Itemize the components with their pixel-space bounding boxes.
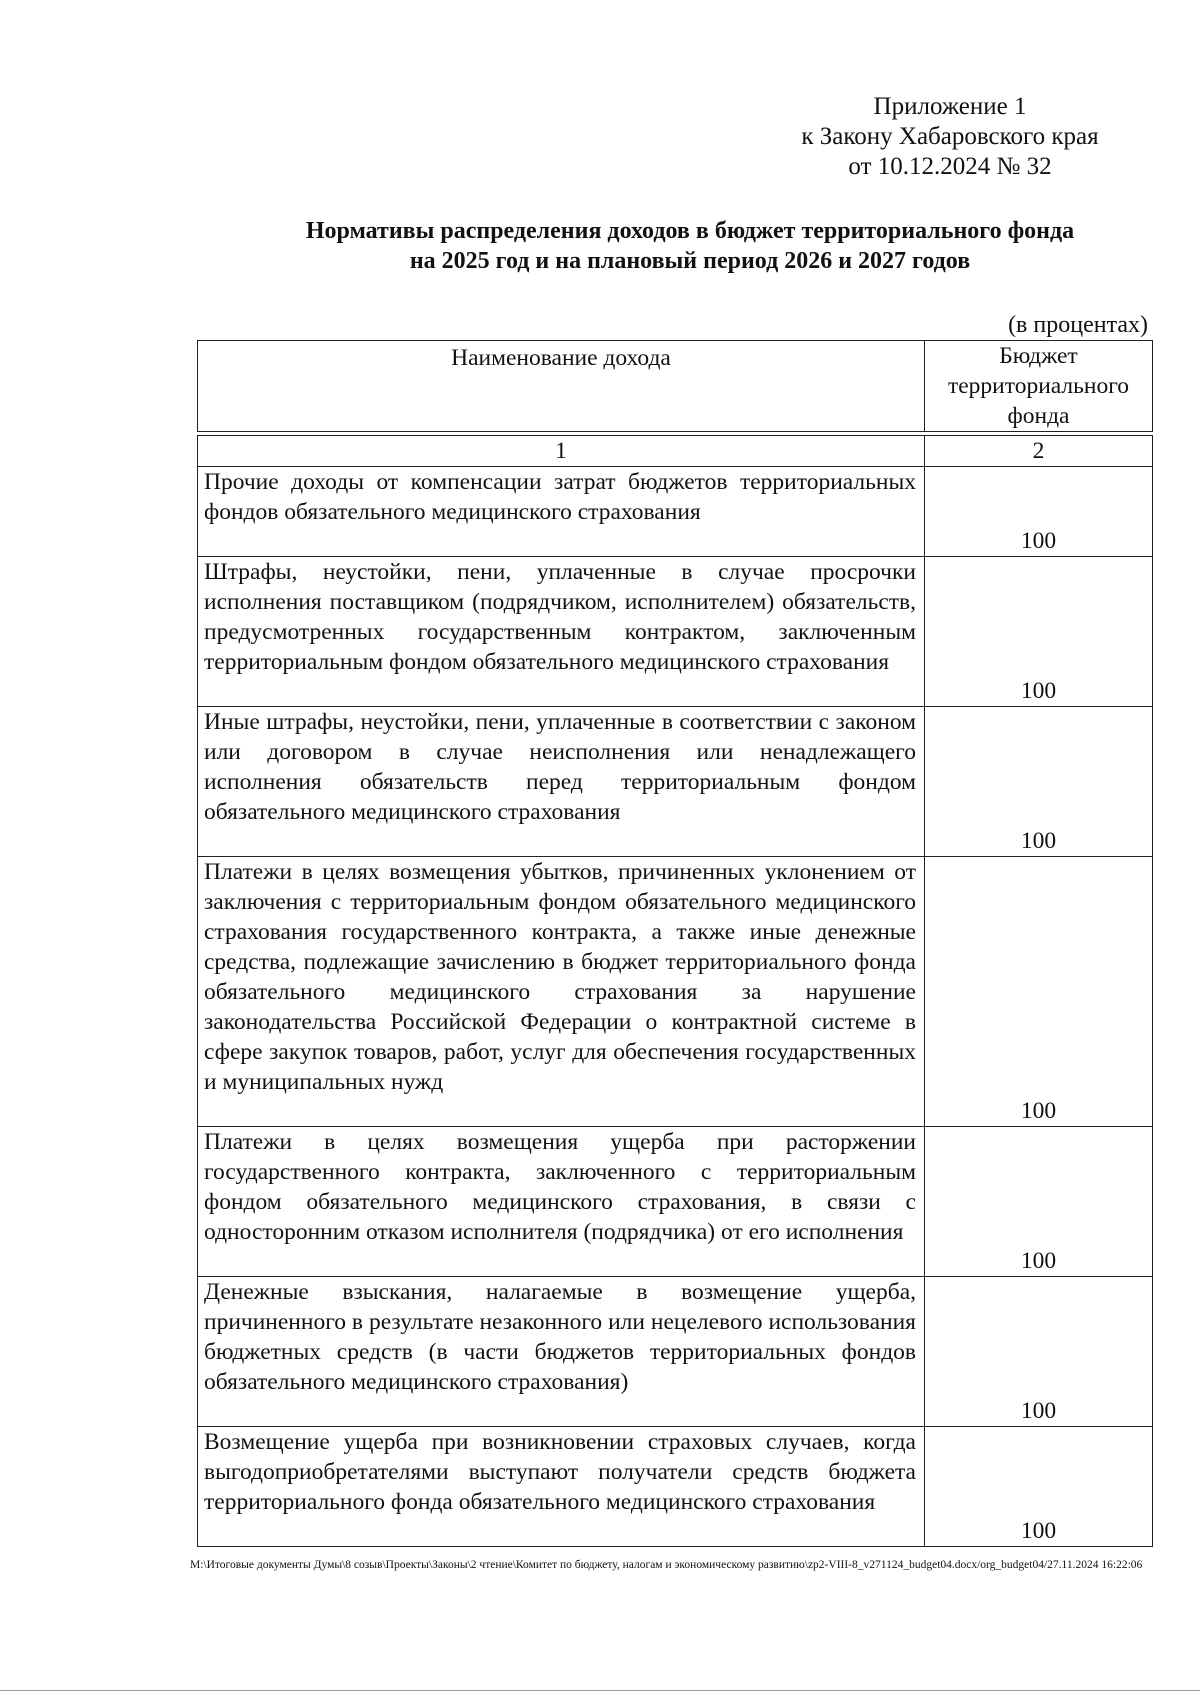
table-row [198, 1277, 1153, 1427]
table-row [198, 1127, 1153, 1277]
appendix-line-3: от 10.12.2024 № 32 [848, 153, 1052, 180]
income-name: Платежи в целях возмещения убытков, причиненных уклонением от заключения с территориальным фондом обязательного медицинского страхования государственного контракта, а также иные денежные средства, подлежащие зачислению в бюджет территориального фонда обязательного медицинского страхования за нарушение законодательства Российской Федерации о контрактной системе в сфере закупок товаров, работ, услуг для обеспечения государственных и муниципальных нужд [198, 857, 925, 1127]
table-row [198, 467, 1153, 557]
table-row [198, 707, 1153, 857]
income-rate: 100 [925, 1277, 1153, 1427]
page-bottom-rule [0, 1690, 1200, 1691]
column-number-2: 2 [925, 436, 1153, 467]
header-budget-line-3: фонда [1007, 403, 1070, 429]
income-name: Возмещение ущерба при возникновении страховых случаев, когда выгодоприобретателями выступают получатели средств бюджета территориального фонда обязательного медицинского страхования [198, 1427, 925, 1547]
file-path-footer: M:\Итоговые документы Думы\8 созыв\Проекты\Законы\2 чтение\Комитет по бюджету, налогам и экономическому развитию\zp2-VIII-8_v271124_budget04.docx/org_budget04/27.11.2024 16:22:06 [190, 1559, 1143, 1571]
title-line-1: Нормативы распределения доходов в бюджет территориального фонда [305, 218, 1075, 244]
income-name: Прочие доходы от компенсации затрат бюджетов территориальных фондов обязательного медицинского страхования [198, 467, 925, 557]
header-budget-line-1: Бюджет [999, 343, 1078, 369]
units-note: (в процентах) [1008, 312, 1148, 338]
income-name: Штрафы, неустойки, пени, уплаченные в случае просрочки исполнения поставщиком (подрядчиком, исполнителем) обязательств, предусмотренных государственным контрактом, заключенным территориальным фондом обязательного медицинского страхования [198, 557, 925, 707]
income-rate: 100 [925, 1127, 1153, 1277]
header-budget [925, 341, 1153, 432]
document-title [230, 216, 1150, 276]
appendix-line-1: Приложение 1 [873, 93, 1027, 120]
table-row [198, 557, 1153, 707]
table-row [198, 1427, 1153, 1547]
income-name: Платежи в целях возмещения ущерба при расторжении государственного контракта, заключенного с территориальным фондом обязательного медицинского страхования, в связи с односторонним отказом исполнителя (подрядчика) от его исполнения [198, 1127, 925, 1277]
table-row [198, 857, 1153, 1127]
header-budget-line-2: территориального [947, 373, 1130, 399]
appendix-line-2: к Закону Хабаровского края [801, 123, 1099, 150]
income-rate: 100 [925, 1427, 1153, 1547]
column-number-1: 1 [198, 436, 925, 467]
column-number-row [198, 436, 1153, 467]
table-header-row [198, 341, 1153, 432]
income-name: Иные штрафы, неустойки, пени, уплаченные в соответствии с законом или договором в случае неисполнения или ненадлежащего исполнения обязательств перед территориальным фондом обязательного медицинского страхования [198, 707, 925, 857]
title-line-2: на 2025 год и на плановый период 2026 и 2027 годов [409, 248, 971, 274]
header-income-name: Наименование дохода [198, 341, 925, 432]
income-rate: 100 [925, 467, 1153, 557]
income-rate: 100 [925, 557, 1153, 707]
income-rate: 100 [925, 857, 1153, 1127]
appendix-header [760, 92, 1140, 182]
income-rate: 100 [925, 707, 1153, 857]
distribution-table [197, 340, 1153, 1547]
income-name: Денежные взыскания, налагаемые в возмещение ущерба, причиненного в результате незаконного или нецелевого использования бюджетных средств (в части бюджетов территориальных фондов обязательного медицинского страхования) [198, 1277, 925, 1427]
